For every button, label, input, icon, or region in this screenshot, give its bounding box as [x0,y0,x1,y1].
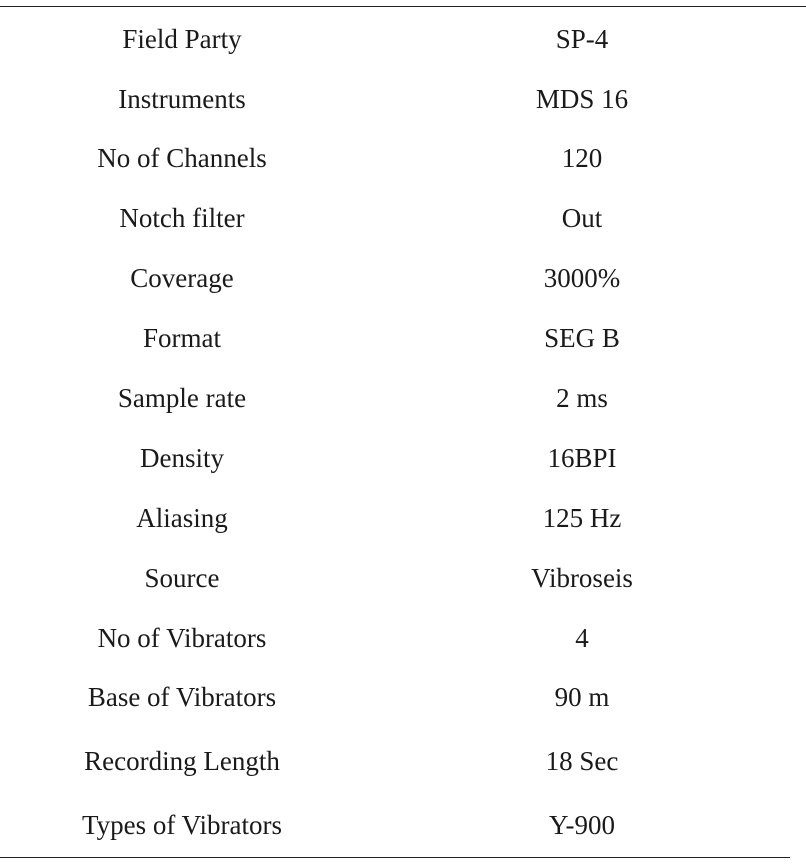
table-row [0,318,790,358]
parameter-label: Source [144,563,220,593]
parameter-label: Base of Vibrators [87,682,277,712]
parameter-value: 16BPI [547,443,617,473]
parameter-value: Out [561,203,603,233]
parameter-value: 3000% [543,263,621,293]
parameter-label: Coverage [130,263,234,293]
parameter-value: 18 Sec [545,746,619,776]
table-row [0,19,790,59]
parameter-value: 4 [575,623,589,653]
table-row [0,741,790,781]
parameter-label: Notch filter [119,203,245,233]
table-row [0,198,790,238]
table-row [0,438,790,478]
parameter-value: Y-900 [549,810,615,840]
parameter-label: Recording Length [84,746,280,776]
parameter-value: 120 [561,143,603,173]
parameter-value: 90 m [554,682,610,712]
table-row [0,138,790,178]
table-row [0,258,790,298]
table-row [0,677,790,717]
table-row [0,805,790,845]
parameter-value: Vibroseis [531,563,633,593]
parameter-label: Instruments [118,84,246,114]
parameter-label: No of Channels [97,143,267,173]
parameter-label: Format [143,323,221,353]
parameter-value: 125 Hz [542,503,622,533]
table-bottom-rule [0,857,790,858]
parameter-label: Field Party [122,24,242,54]
table-row [0,378,790,418]
parameter-label: Types of Vibrators [82,810,282,840]
parameter-value: SEG B [544,323,620,353]
parameter-value: MDS 16 [535,84,629,114]
parameter-label: Density [140,443,224,473]
table-row [0,558,790,598]
table-row [0,498,790,538]
parameter-value: 2 ms [556,383,608,413]
parameter-value: SP-4 [555,24,609,54]
parameter-label: No of Vibrators [97,623,267,653]
parameter-label: Sample rate [117,383,247,413]
parameter-label: Aliasing [136,503,228,533]
table-row [0,618,790,658]
table-row [0,79,790,119]
